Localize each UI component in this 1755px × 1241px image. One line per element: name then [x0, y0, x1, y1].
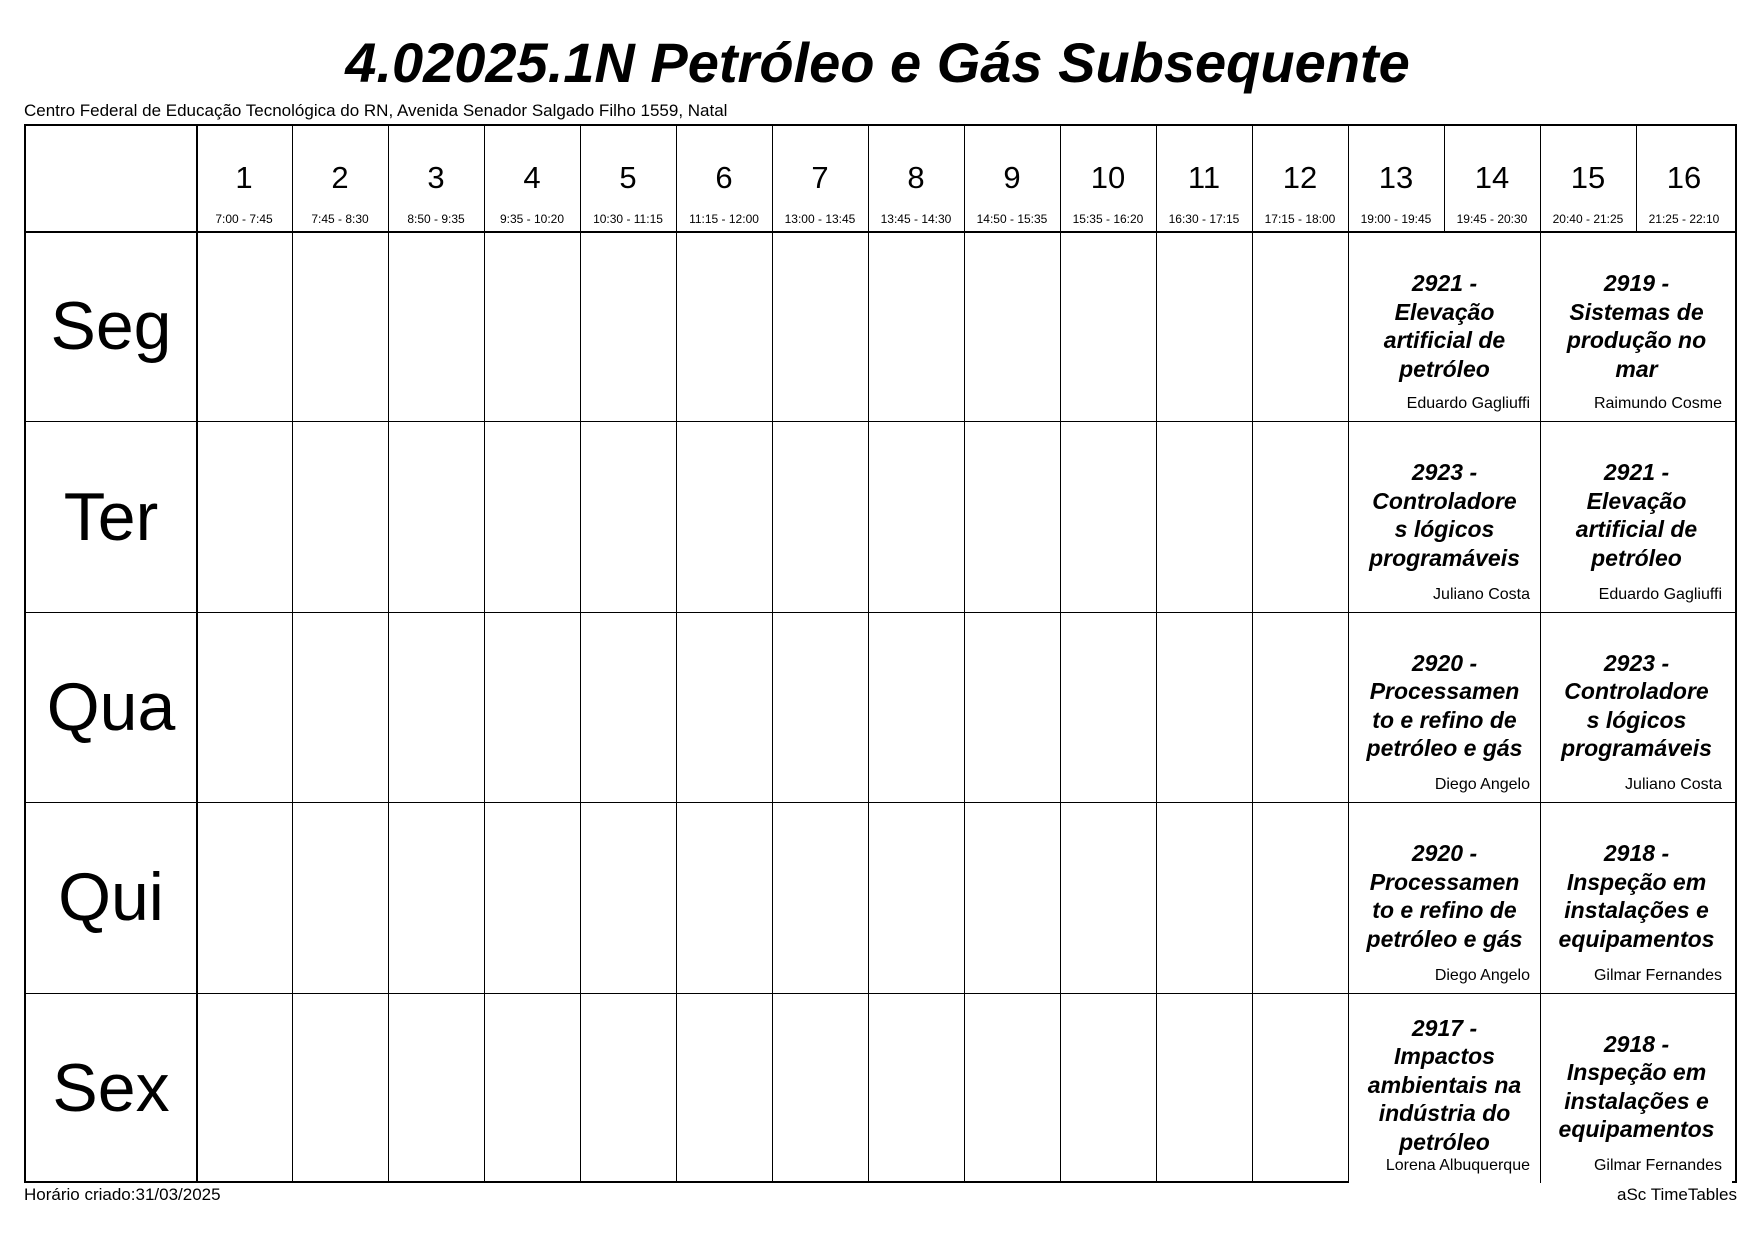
- period-header: [484, 126, 580, 231]
- lesson-teacher: Raimundo Cosme: [1593, 395, 1722, 413]
- created-date: Horário criado:31/03/2025: [24, 1185, 221, 1204]
- period-number: 11: [1187, 160, 1221, 195]
- period-header: [196, 126, 292, 231]
- lesson-teacher: Juliano Costa: [1433, 585, 1530, 603]
- lesson-teacher: Eduardo Gagliuffi: [1406, 395, 1530, 413]
- lesson-teacher: Gilmar Fernandes: [1593, 1156, 1722, 1174]
- lesson-subject: 2921 - Elevação artificial de petróleo: [1575, 459, 1698, 571]
- period-header: [1156, 126, 1252, 231]
- lesson-teacher: Diego Angelo: [1434, 966, 1530, 984]
- period-header: [1540, 126, 1636, 231]
- lesson-teacher: Gilmar Fernandes: [1593, 966, 1722, 984]
- period-number: 13: [1378, 160, 1414, 195]
- period-number: 16: [1666, 160, 1702, 195]
- lesson-teacher: Lorena Albuquerque: [1385, 1156, 1530, 1174]
- school-address: Centro Federal de Educação Tecnológica do RN, Avenida Senador Salgado Filho 1559, Natal: [24, 101, 728, 120]
- lesson-subject: 2917 - Impactos ambientais na indústria do petróleo: [1367, 1014, 1522, 1155]
- grid-line-vertical: [388, 126, 389, 1181]
- period-time: 17:15 - 18:00: [1264, 212, 1336, 226]
- day-label: Ter: [63, 478, 159, 555]
- period-number: 10: [1090, 160, 1126, 195]
- period-time: 11:15 - 12:00: [689, 212, 759, 226]
- period-header: [1444, 126, 1540, 231]
- period-header: [1060, 126, 1156, 231]
- lesson-subject: 2921 - Elevação artificial de petróleo: [1383, 270, 1506, 382]
- brand-label: aSc TimeTables: [1617, 1185, 1737, 1204]
- period-time: 7:00 - 7:45: [215, 212, 273, 226]
- lesson-cell[interactable]: [1349, 422, 1540, 611]
- period-header: [1348, 126, 1444, 231]
- lesson-cell[interactable]: [1541, 233, 1732, 421]
- grid-line-vertical: [676, 126, 677, 1181]
- period-header: [1636, 126, 1732, 231]
- grid-line-vertical: [868, 126, 869, 1181]
- period-time: 14:50 - 15:35: [976, 212, 1048, 226]
- grid-line-vertical: [1060, 126, 1061, 1181]
- lesson-subject: 2918 - Inspeção em instalações e equipamentos: [1558, 840, 1715, 952]
- period-time: 13:00 - 13:45: [784, 212, 856, 226]
- day-label: Qua: [46, 669, 176, 745]
- lesson-subject: 2920 - Processamen to e refino de petróleo e gás: [1366, 649, 1523, 762]
- period-time: 19:00 - 19:45: [1360, 212, 1432, 226]
- period-number: 5: [619, 160, 637, 195]
- grid-line-vertical: [484, 126, 485, 1181]
- period-header: [1252, 126, 1348, 231]
- grid-line-vertical: [964, 126, 965, 1181]
- period-header: [292, 126, 388, 231]
- period-number: 12: [1282, 160, 1318, 195]
- period-number: 3: [427, 160, 445, 195]
- lesson-teacher: Diego Angelo: [1434, 776, 1530, 794]
- lesson-teacher: Juliano Costa: [1625, 776, 1722, 794]
- grid-line-vertical: [1252, 126, 1253, 1181]
- lesson-subject: 2923 - Controladore s lógicos programáveis: [1369, 459, 1520, 571]
- period-time: 13:45 - 14:30: [880, 212, 952, 226]
- period-time: 10:30 - 11:15: [593, 212, 663, 226]
- lesson-cell[interactable]: [1349, 233, 1540, 421]
- lesson-cell[interactable]: [1541, 613, 1732, 802]
- period-number: 14: [1474, 160, 1510, 195]
- period-time: 8:50 - 9:35: [407, 212, 465, 226]
- period-header: [772, 126, 868, 231]
- page-title: 4.02025.1N Petróleo e Gás Subsequente: [345, 31, 1410, 94]
- grid-line-vertical: [292, 126, 293, 1181]
- period-number: 2: [331, 160, 349, 195]
- period-time: 7:45 - 8:30: [311, 212, 369, 226]
- lesson-cell[interactable]: [1349, 994, 1540, 1183]
- period-number: 8: [907, 160, 925, 195]
- period-time: 19:45 - 20:30: [1456, 212, 1528, 226]
- period-number: 6: [715, 160, 733, 195]
- lesson-subject: 2919 - Sistemas de produção no mar: [1566, 270, 1707, 382]
- period-time: 9:35 - 10:20: [499, 212, 565, 226]
- period-number: 4: [523, 160, 541, 195]
- day-label: Qui: [58, 859, 164, 936]
- period-header: [964, 126, 1060, 231]
- period-number: 15: [1570, 160, 1606, 195]
- day-label: Seg: [50, 288, 172, 365]
- period-number: 1: [235, 160, 253, 195]
- period-time: 21:25 - 22:10: [1648, 212, 1720, 226]
- period-number: 9: [1003, 160, 1021, 195]
- period-header: [868, 126, 964, 231]
- grid-line-vertical: [1156, 126, 1157, 1181]
- lesson-cell[interactable]: [1349, 613, 1540, 802]
- lesson-cell[interactable]: [1541, 803, 1732, 992]
- lesson-subject: 2923 - Controladore s lógicos programáveis: [1561, 649, 1712, 762]
- period-header: [676, 126, 772, 231]
- period-header: [388, 126, 484, 231]
- period-time: 16:30 - 17:15: [1168, 212, 1240, 226]
- lesson-subject: 2920 - Processamen to e refino de petróleo e gás: [1366, 840, 1523, 952]
- period-time: 15:35 - 16:20: [1072, 212, 1144, 226]
- timetable-grid: [24, 124, 1737, 1183]
- lesson-teacher: Eduardo Gagliuffi: [1598, 585, 1722, 603]
- grid-line-vertical: [772, 126, 773, 1181]
- lesson-cell[interactable]: [1541, 994, 1732, 1183]
- lesson-cell[interactable]: [1349, 803, 1540, 992]
- grid-line-vertical: [580, 126, 581, 1181]
- period-time: 20:40 - 21:25: [1552, 212, 1624, 226]
- grid-line-vertical: [196, 126, 198, 1181]
- period-header: [580, 126, 676, 231]
- period-number: 7: [811, 160, 829, 195]
- lesson-cell[interactable]: [1541, 422, 1732, 611]
- lesson-subject: 2918 - Inspeção em instalações e equipamentos: [1558, 1030, 1715, 1143]
- day-label: Sex: [52, 1049, 170, 1126]
